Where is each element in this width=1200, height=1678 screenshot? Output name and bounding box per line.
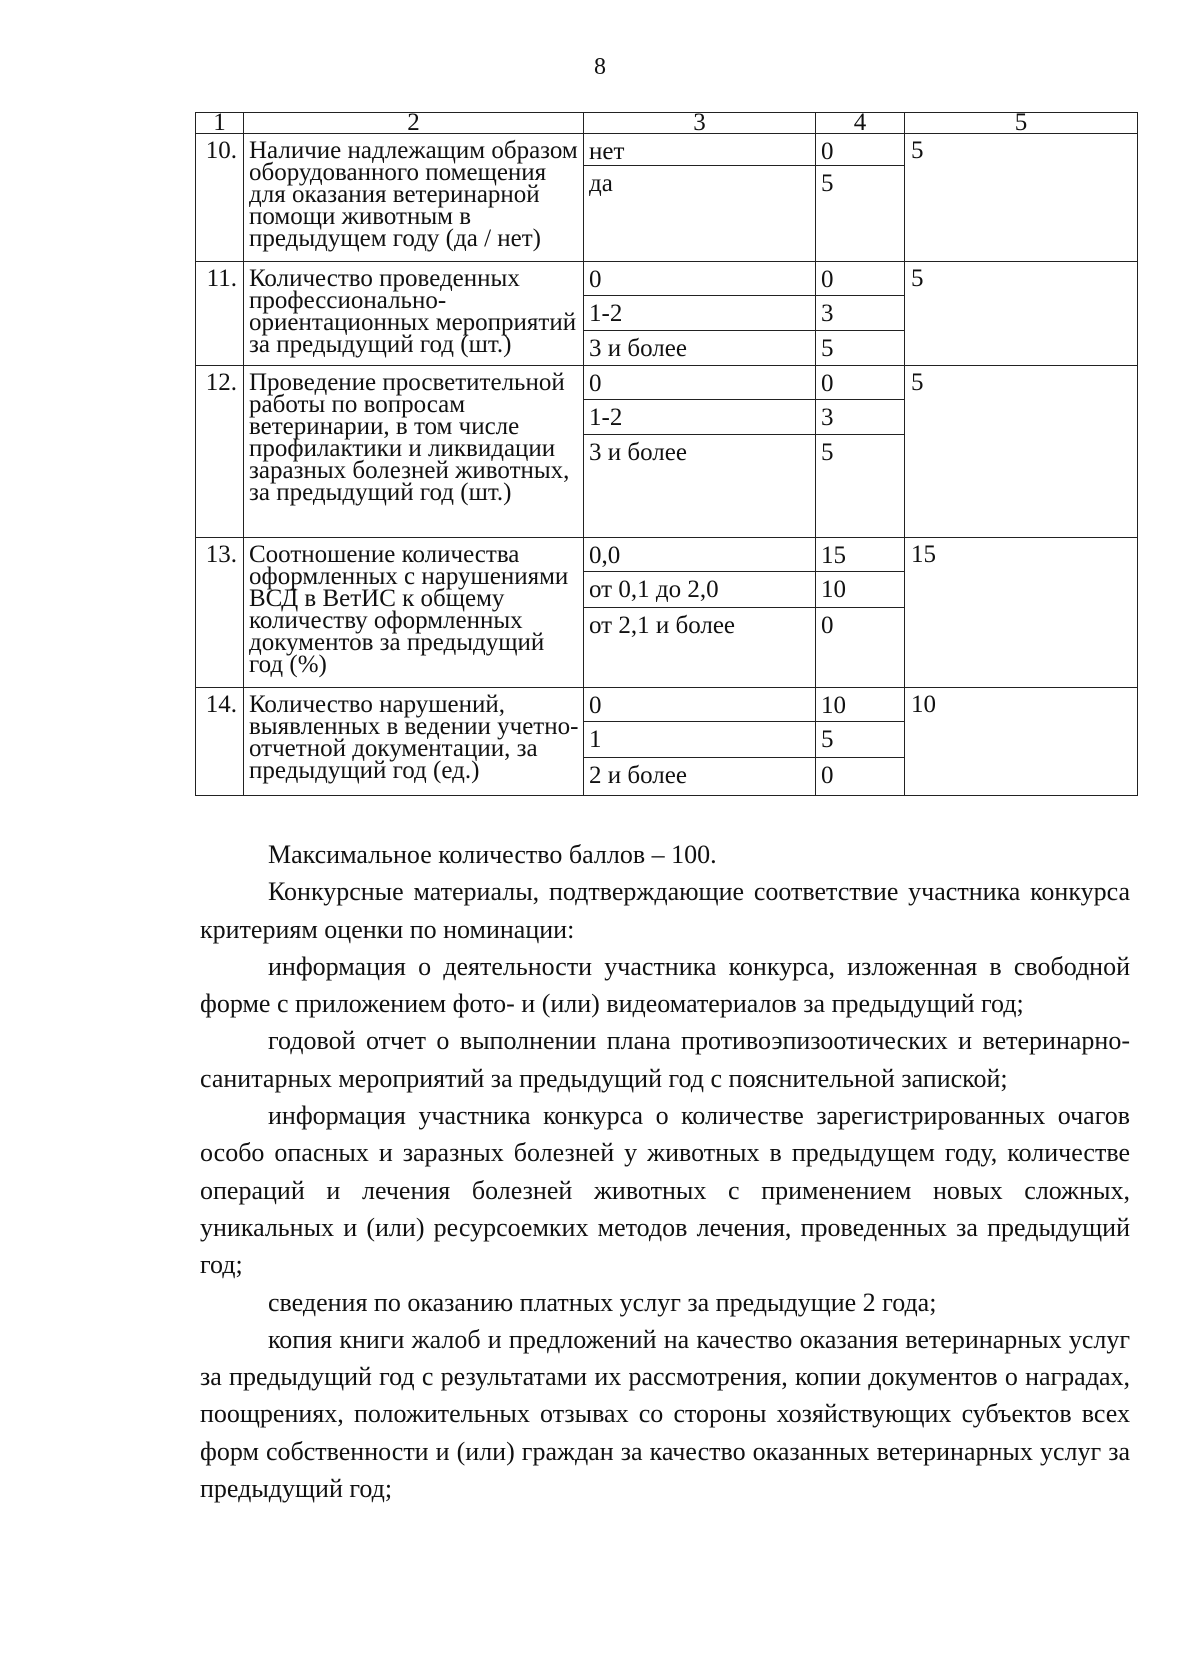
option-scores xyxy=(816,262,905,366)
row-number: 14. xyxy=(196,688,244,796)
option-score: 0 xyxy=(816,366,904,400)
paragraph: информация участника конкурса о количестве зарегистрированных очагов особо опасных и заразных болезней у животных в предыдущем году, количестве операций и лечения болезней животных с применением новых сложных, уникальных и (или) ресурсоемких методов лечения, проведенных за предыдущий год; xyxy=(200,1101,1130,1280)
paragraph: Конкурсные материалы, подтверждающие соответствие участника конкурса критериям оценки по номинации: xyxy=(200,877,1130,944)
table-row xyxy=(196,688,1138,796)
paragraph: информация о деятельности участника конкурса, изложенная в свободной форме с приложением фото- и (или) видеоматериалов за предыдущий год; xyxy=(200,951,1130,1019)
option-values xyxy=(584,134,816,262)
option-score: 5 xyxy=(821,170,834,197)
option-score: 5 xyxy=(821,335,834,362)
option-value: 3 и более xyxy=(589,335,687,362)
option-score: 0 xyxy=(816,134,904,166)
option-values xyxy=(584,688,816,796)
row-number: 13. xyxy=(196,538,244,688)
header-cell: 4 xyxy=(816,113,905,134)
option-score: 0 xyxy=(821,762,834,789)
option-score: 0 xyxy=(821,612,834,639)
max-score: 5 xyxy=(905,262,1138,366)
option-value: 1-2 xyxy=(584,296,815,331)
option-scores xyxy=(816,134,905,262)
option-score: 15 xyxy=(816,538,904,572)
option-value: 0,0 xyxy=(584,538,815,572)
option-value: 0 xyxy=(584,366,815,400)
option-value: 0 xyxy=(584,688,815,722)
option-score: 0 xyxy=(816,262,904,296)
header-cell: 2 xyxy=(244,113,584,134)
option-value: да xyxy=(589,170,613,197)
criterion-text: Проведение просветительной работы по вопросам ветеринарии, в том числе профилактики и ликвидации заразных болезней животных, за предыдущий год (шт.) xyxy=(244,366,584,538)
paragraph: копия книги жалоб и предложений на качество оказания ветеринарных услуг за предыдущий год с результатами их рассмотрения, копии документов о наградах, поощрениях, положительных отзывах со стороны хозяйствующих субъектов всех форм собственности и (или) граждан за качество оказанных ветеринарных услуг за предыдущий год; xyxy=(200,1324,1130,1504)
option-value: 3 и более xyxy=(589,439,687,466)
table-header-row xyxy=(196,113,1138,134)
max-score: 15 xyxy=(905,538,1138,688)
option-score: 3 xyxy=(816,400,904,435)
max-score: 5 xyxy=(905,366,1138,538)
max-points-line: Максимальное количество баллов – 100. xyxy=(268,840,717,869)
criterion-text: Соотношение количества оформленных с нарушениями ВСД в ВетИС к общему количеству оформленных документов за предыдущий год (%) xyxy=(244,538,584,688)
option-value: 2 и более xyxy=(589,762,687,789)
option-value: 1-2 xyxy=(584,400,815,435)
option-score: 5 xyxy=(821,439,834,466)
row-number: 11. xyxy=(196,262,244,366)
option-scores xyxy=(816,538,905,688)
option-score: 5 xyxy=(816,722,904,758)
paragraph: годовой отчет о выполнении плана противоэпизоотических и ветеринарно-санитарных мероприятий за предыдущий год с пояснительной запиской; xyxy=(200,1026,1130,1093)
header-cell: 5 xyxy=(905,113,1138,134)
option-scores xyxy=(816,688,905,796)
row-number: 10. xyxy=(196,134,244,262)
criterion-text: Количество нарушений, выявленных в ведении учетно-отчетной документации, за предыдущий год (ед.) xyxy=(244,688,584,796)
body-text xyxy=(200,836,1130,1507)
option-values xyxy=(584,538,816,688)
paragraph: сведения по оказанию платных услуг за предыдущие 2 года; xyxy=(268,1287,937,1317)
option-score: 10 xyxy=(816,688,904,722)
option-value: 0 xyxy=(584,262,815,296)
table-row xyxy=(196,134,1138,262)
option-scores xyxy=(816,366,905,538)
option-value: 1 xyxy=(584,722,815,758)
header-cell: 1 xyxy=(196,113,244,134)
table-row xyxy=(196,538,1138,688)
option-values xyxy=(584,366,816,538)
option-value: от 0,1 до 2,0 xyxy=(584,572,815,608)
criterion-text: Наличие надлежащим образом оборудованного помещения для оказания ветеринарной помощи животным в предыдущем году (да / нет) xyxy=(244,134,584,262)
criteria-table xyxy=(195,109,1138,796)
max-score: 10 xyxy=(905,688,1138,796)
option-score: 3 xyxy=(816,296,904,331)
option-score: 10 xyxy=(816,572,904,608)
option-value: от 2,1 и более xyxy=(589,612,736,639)
row-number: 12. xyxy=(196,366,244,538)
header-cell: 3 xyxy=(584,113,816,134)
table-row xyxy=(196,262,1138,366)
criterion-text: Количество проведенных профессионально-ориентационных мероприятий за предыдущий год (шт.) xyxy=(244,262,584,366)
option-value: нет xyxy=(584,134,815,166)
table-row xyxy=(196,366,1138,538)
max-score: 5 xyxy=(905,134,1138,262)
page-number: 8 xyxy=(594,54,606,80)
option-values xyxy=(584,262,816,366)
